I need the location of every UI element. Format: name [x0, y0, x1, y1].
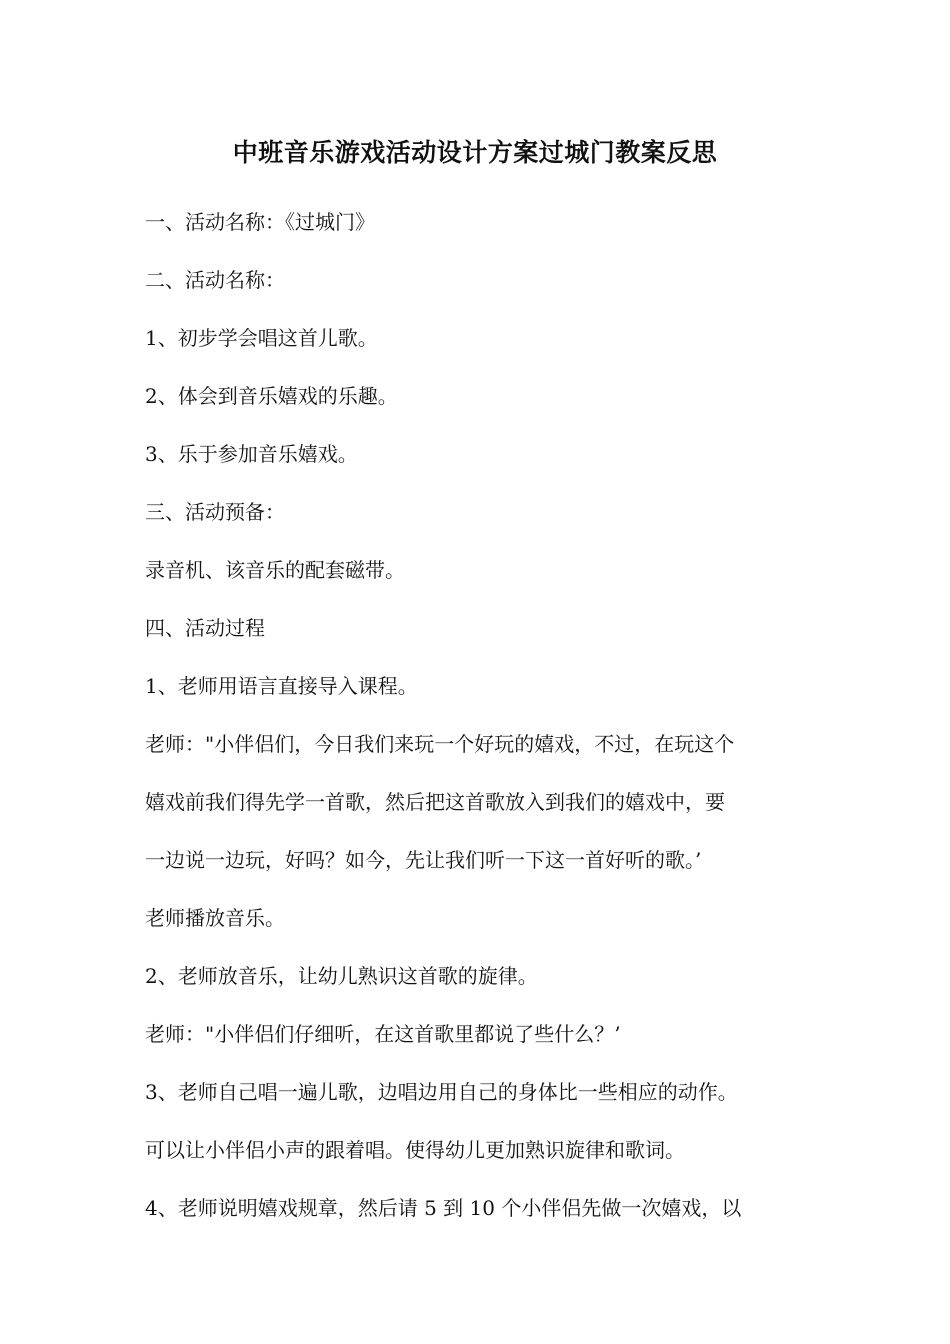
paragraph-line: 可以让小伴侣小声的跟着唱。使得幼儿更加熟识旋律和歌词。 [145, 1138, 685, 1162]
paragraph-line: 4、老师说明嬉戏规章，然后请 5 到 10 个小伴侣先做一次嬉戏，以 [145, 1196, 742, 1220]
document-title: 中班音乐游戏活动设计方案过城门教案反思 [232, 138, 718, 167]
paragraph-line: 3、乐于参加音乐嬉戏。 [145, 442, 358, 466]
paragraph-line: 老师播放音乐。 [145, 906, 285, 930]
paragraph-line: 一边说一边玩，好吗？如今，先让我们听一下这一首好听的歌。’ [145, 848, 702, 872]
paragraph-line: 一、活动名称：《过城门》 [145, 210, 375, 234]
paragraph-line: 录音机、该音乐的配套磁带。 [145, 558, 405, 582]
paragraph-line: 四、活动过程 [145, 616, 265, 640]
paragraph-line: 老师："小伴侣们仔细听，在这首歌里都说了些什么？’ [145, 1022, 621, 1046]
paragraph-line: 2、体会到音乐嬉戏的乐趣。 [145, 384, 398, 408]
paragraph-line: 2、老师放音乐，让幼儿熟识这首歌的旋律。 [145, 964, 538, 988]
paragraph-line: 3、老师自己唱一遍儿歌，边唱边用自己的身体比一些相应的动作。 [145, 1080, 738, 1104]
paragraph-line: 二、活动名称： [145, 268, 285, 292]
paragraph-line: 老师："小伴侣们，今日我们来玩一个好玩的嬉戏，不过，在玩这个 [145, 732, 735, 756]
document-body [145, 205, 825, 1249]
paragraph-line: 1、老师用语言直接导入课程。 [145, 674, 418, 698]
paragraph-line: 嬉戏前我们得先学一首歌，然后把这首歌放入到我们的嬉戏中，要 [145, 790, 725, 814]
paragraph-line: 1、初步学会唱这首儿歌。 [145, 326, 378, 350]
paragraph-line: 三、活动预备： [145, 500, 285, 524]
